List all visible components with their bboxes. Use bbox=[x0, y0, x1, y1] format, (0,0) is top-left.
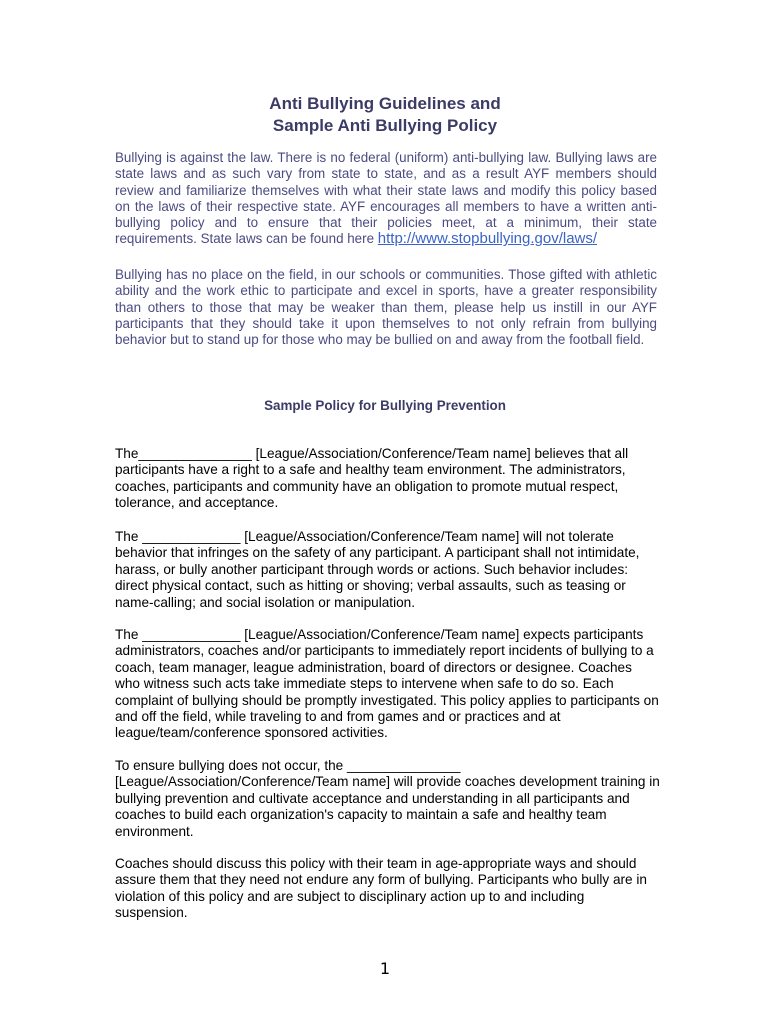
title-line-2: Sample Anti Bullying Policy bbox=[272, 116, 498, 135]
policy-paragraph-1: The_______________ [League/Association/Conference/Team name] believes that all participants have a right to a safe and healthy team environment. The administrators, coaches, participants and community have an obligation to promote mutual respect, tolerance, and acceptance. bbox=[115, 446, 629, 511]
intro-paragraph-1-text: Bullying is against the law. There is no federal (uniform) anti-bullying law. Bullying laws are state laws and as such vary from state to state, and as a result AYF members should review and familiarize themselves with what their state laws and modify this policy based on the laws of their respective state. AYF encourages all members to have a written anti-bullying policy and to ensure that their policies meet, at a minimum, their state requirements. State laws can be found here bbox=[115, 150, 657, 247]
title-line-1: Anti Bullying Guidelines and bbox=[269, 94, 501, 113]
policy-paragraph-4: To ensure bullying does not occur, the _______________ [League/Association/Conference/Team name] will provide coaches development training in bullying prevention and cultivate acceptance and understanding in all participants and coaches to build each organization's capacity to maintain a safe and healthy team environment. bbox=[115, 758, 660, 839]
intro-paragraph-2: Bullying has no place on the field, in our schools or communities. Those gifted with athletic ability and the work ethic to participate and excel in sports, have a greater responsibility than others to those that may be weaker than them, please help us instill in our AYF participants that they should take it upon themselves to not only refrain from bullying behavior but to stand up for those who may be bullied on and away from the football field. bbox=[115, 267, 657, 348]
document-title bbox=[0, 93, 770, 137]
policy-paragraph-2: The _____________ [League/Association/Conference/Team name] will not tolerate behavior that infringes on the safety of any participant. A participant shall not intimidate, harass, or bully another participant through words or actions. Such behavior includes: direct physical contact, such as hitting or shoving; verbal assaults, such as teasing or name-calling; and social isolation or manipulation. bbox=[115, 529, 640, 610]
policy-paragraph-3: The _____________ [League/Association/Conference/Team name] expects participants administrators, coaches and/or participants to immediately report incidents of bullying to a coach, team manager, league administration, board of directors or designee. Coaches who witness such acts take immediate steps to intervene when safe to do so. Each complaint of bullying should be promptly investigated. This policy applies to participants on and off the field, while traveling to and from games and or practices and at league/team/conference sponsored activities. bbox=[115, 627, 659, 741]
policy-subheading: Sample Policy for Bullying Prevention bbox=[264, 398, 506, 413]
intro-paragraph-1 bbox=[115, 150, 657, 248]
state-laws-link[interactable]: http://www.stopbullying.gov/laws/ bbox=[377, 230, 598, 248]
policy-paragraph-5: Coaches should discuss this policy with their team in age-appropriate ways and should assure them that they need not endure any form of bullying. Participants who bully are in violation of this policy and are subject to disciplinary action up to and including suspension. bbox=[115, 856, 647, 921]
page-number: 1 bbox=[379, 959, 391, 978]
